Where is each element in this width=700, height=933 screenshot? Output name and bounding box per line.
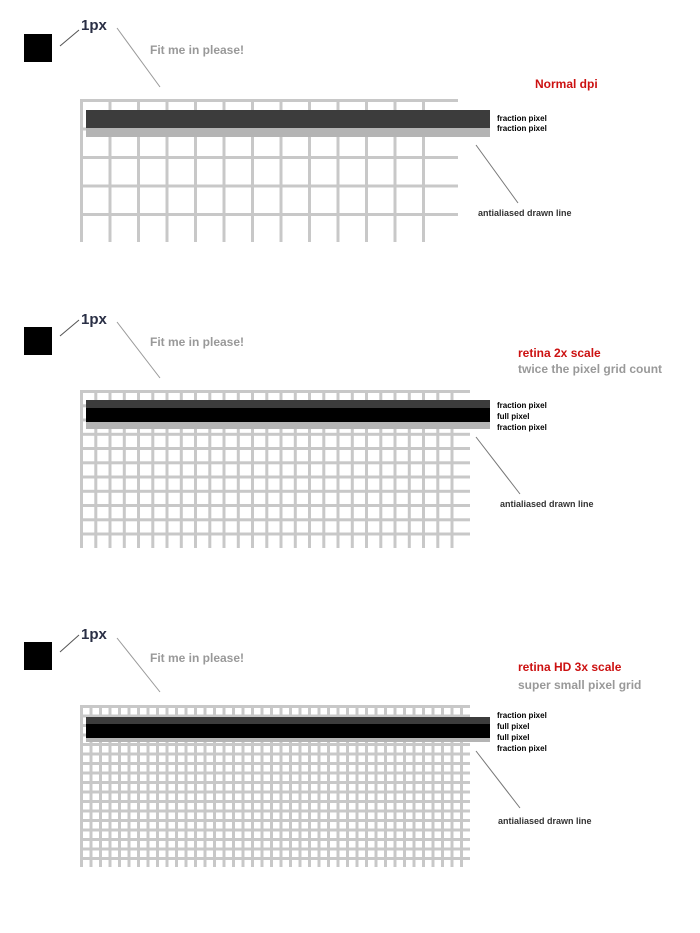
panel-subtitle: twice the pixel grid count <box>518 362 663 376</box>
grid-top-edge <box>80 99 458 102</box>
fraction-pixel-band <box>86 400 490 408</box>
antialias-label: antialiased drawn line <box>478 208 572 218</box>
antialias-label: antialiased drawn line <box>498 816 592 826</box>
pixel-square <box>24 327 52 355</box>
grid-horizontal-line <box>80 518 470 521</box>
grid-left-edge <box>80 705 83 867</box>
grid-horizontal-line <box>80 533 470 536</box>
pointer-line <box>476 751 520 808</box>
pointer-line <box>60 320 79 336</box>
pixel-label: fraction pixel <box>497 711 547 720</box>
grid-horizontal-lines <box>80 128 458 217</box>
full-pixel-band <box>86 408 490 422</box>
grid-horizontal-line <box>80 743 470 746</box>
grid-horizontal-line <box>80 772 470 775</box>
pixel-square <box>24 642 52 670</box>
pixel-label: fraction pixel <box>497 423 547 432</box>
grid-horizontal-line <box>80 504 470 507</box>
grid-horizontal-line <box>80 857 470 860</box>
grid-horizontal-line <box>80 447 470 450</box>
full-pixel-band <box>86 724 490 738</box>
fraction-pixel-band <box>86 717 490 724</box>
pointer-line <box>60 635 79 652</box>
unit-label-1px: 1px <box>81 17 107 34</box>
pointer-line <box>117 28 160 87</box>
pixel-label: full pixel <box>497 733 530 742</box>
panel-subtitle: super small pixel grid <box>518 678 642 692</box>
pixel-label: fraction pixel <box>497 744 547 753</box>
fraction-pixel-band <box>86 110 490 128</box>
panel-title: retina 2x scale <box>518 346 601 360</box>
grid-horizontal-line <box>80 461 470 464</box>
grid-horizontal-line <box>80 819 470 822</box>
grid-horizontal-line <box>80 490 470 493</box>
grid-left-edge <box>80 99 83 242</box>
fit-label: Fit me in please! <box>150 43 245 57</box>
unit-label-1px: 1px <box>81 311 107 328</box>
fit-label: Fit me in please! <box>150 335 245 349</box>
grid-horizontal-line <box>80 781 470 784</box>
pointer-line <box>60 30 79 46</box>
pixel-label: fraction pixel <box>497 401 547 410</box>
antialias-label: antialiased drawn line <box>500 499 594 509</box>
grid-horizontal-line <box>80 810 470 813</box>
panel-retina-2x <box>24 311 662 548</box>
pointer-line <box>117 322 160 378</box>
grid-horizontal-line <box>80 433 470 436</box>
grid-horizontal-line <box>80 476 470 479</box>
panel-title: retina HD 3x scale <box>518 660 622 674</box>
pixel-label: full pixel <box>497 412 530 421</box>
pixel-square <box>24 34 52 62</box>
unit-label-1px: 1px <box>81 626 107 643</box>
pointer-line <box>476 437 520 494</box>
grid-horizontal-line <box>80 762 470 765</box>
pointer-line <box>476 145 518 203</box>
grid-horizontal-line <box>80 156 458 159</box>
grid-horizontal-line <box>80 753 470 756</box>
grid-horizontal-line <box>80 213 458 216</box>
grid-horizontal-line <box>80 829 470 832</box>
grid-horizontal-line <box>80 791 470 794</box>
panel-retina-hd-3x <box>24 626 641 867</box>
fit-label: Fit me in please! <box>150 651 245 665</box>
grid-horizontal-line <box>80 838 470 841</box>
grid-horizontal-line <box>80 848 470 851</box>
grid-horizontal-line <box>80 800 470 803</box>
panel-title: Normal dpi <box>535 77 598 91</box>
pixel-label: full pixel <box>497 722 530 731</box>
pixel-label: fraction pixel <box>497 114 547 123</box>
fraction-pixel-band <box>86 422 490 429</box>
fraction-pixel-band <box>86 738 490 742</box>
grid-left-edge <box>80 390 83 548</box>
grid-horizontal-line <box>80 185 458 188</box>
pointer-line <box>117 638 160 692</box>
pixel-label: fraction pixel <box>497 124 547 133</box>
panel-normal-dpi <box>24 17 598 242</box>
fraction-pixel-band <box>86 128 490 137</box>
